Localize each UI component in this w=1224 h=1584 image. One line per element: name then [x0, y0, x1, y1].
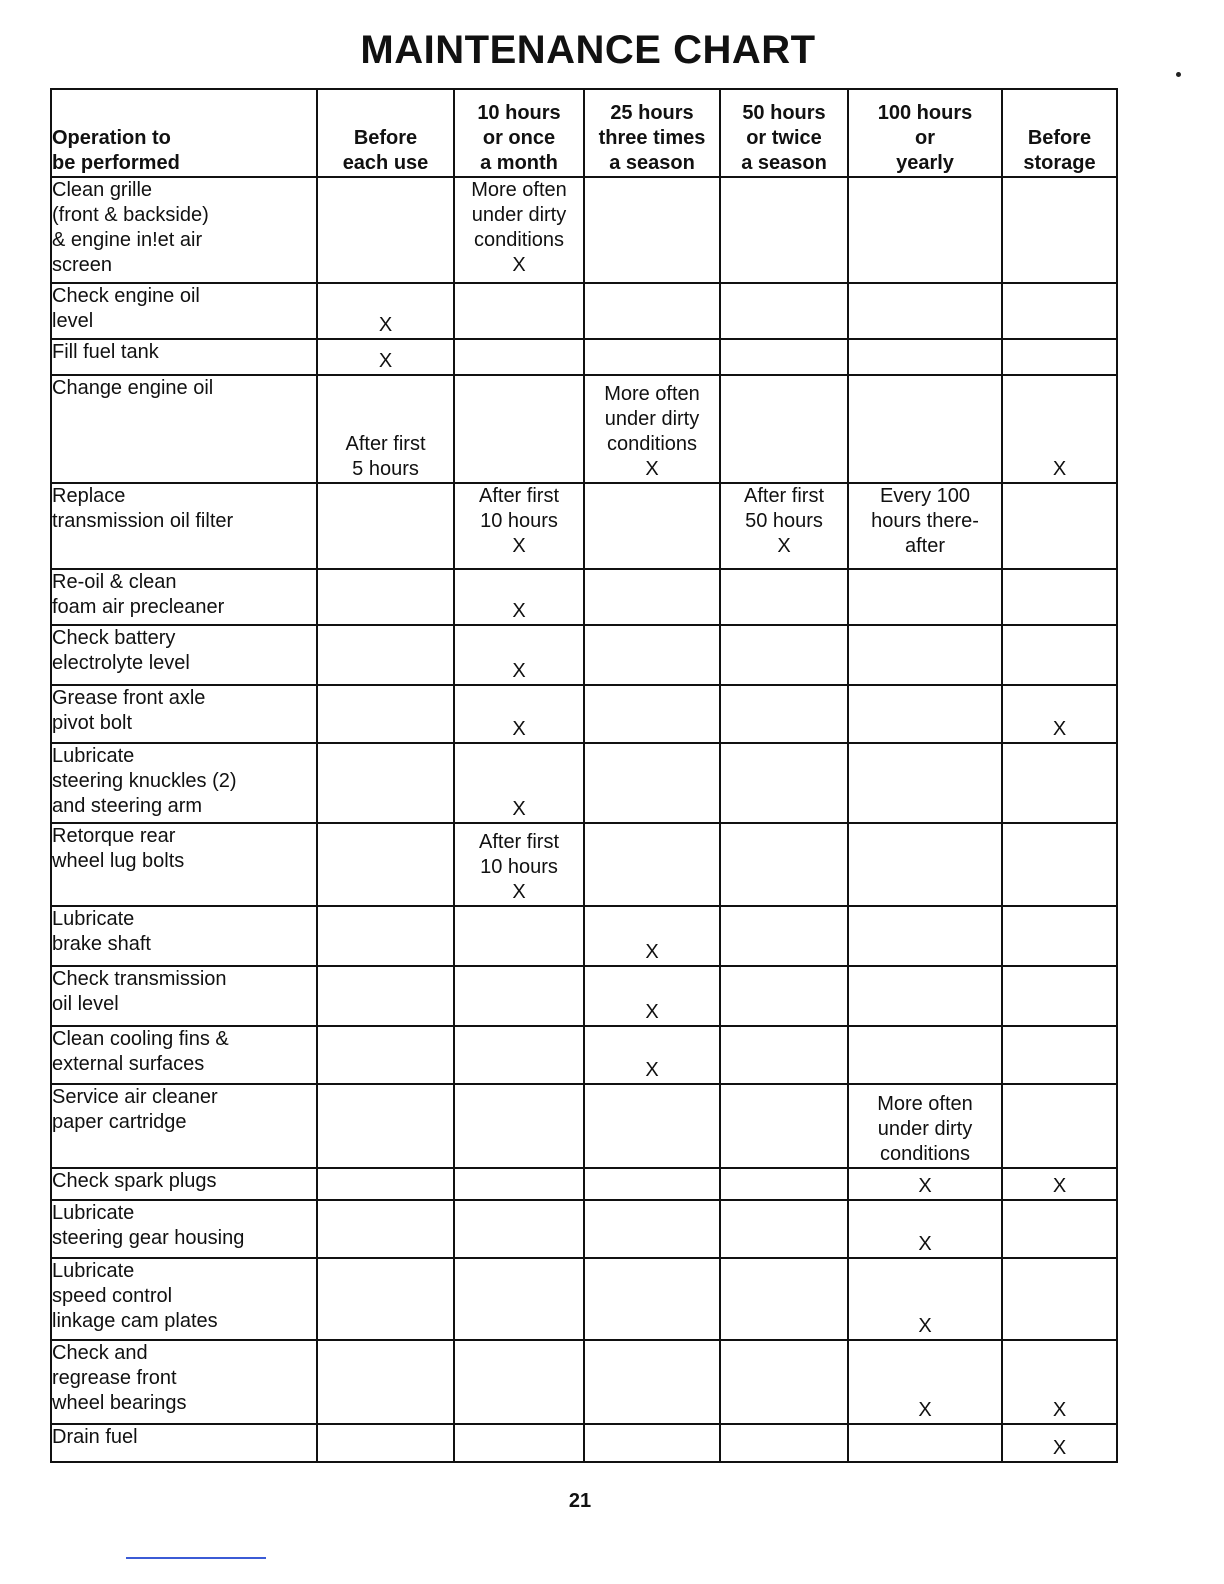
table-row [51, 906, 1117, 966]
schedule-cell: X [317, 339, 454, 375]
schedule-cell: After first 10 hours X [454, 823, 584, 906]
schedule-cell [584, 177, 720, 283]
footer-rule [126, 1557, 266, 1559]
schedule-cell [317, 743, 454, 823]
schedule-cell [848, 283, 1002, 339]
table-row [51, 375, 1117, 483]
column-header: 25 hours three times a season [584, 89, 720, 177]
schedule-cell [1002, 1258, 1117, 1340]
schedule-cell [317, 569, 454, 625]
header-row [51, 89, 1117, 177]
schedule-cell: X [1002, 1340, 1117, 1424]
schedule-cell [720, 966, 848, 1026]
table-row [51, 1084, 1117, 1168]
schedule-cell [454, 1340, 584, 1424]
schedule-cell: X [584, 906, 720, 966]
table-row [51, 743, 1117, 823]
schedule-cell [454, 375, 584, 483]
operation-cell: Check engine oil level [51, 283, 317, 339]
schedule-cell [1002, 177, 1117, 283]
operation-cell: Change engine oil [51, 375, 317, 483]
schedule-cell [584, 483, 720, 569]
schedule-cell: More often under dirty conditions X [584, 375, 720, 483]
schedule-cell [454, 966, 584, 1026]
schedule-cell: X [848, 1168, 1002, 1200]
page-title: MAINTENANCE CHART [360, 28, 816, 72]
schedule-cell [1002, 966, 1117, 1026]
schedule-cell [1002, 906, 1117, 966]
schedule-cell [584, 1340, 720, 1424]
schedule-cell [720, 1084, 848, 1168]
operation-cell: Replace transmission oil filter [51, 483, 317, 569]
maintenance-table [50, 88, 1118, 1463]
operation-cell: Drain fuel [51, 1424, 317, 1462]
table-row [51, 177, 1117, 283]
operation-cell: Re-oil & clean foam air precleaner [51, 569, 317, 625]
schedule-cell [720, 823, 848, 906]
table-row [51, 1026, 1117, 1084]
schedule-cell [454, 339, 584, 375]
schedule-cell: Every 100 hours there- after [848, 483, 1002, 569]
table-row [51, 685, 1117, 743]
table-row [51, 569, 1117, 625]
schedule-cell [848, 1026, 1002, 1084]
schedule-cell [584, 1168, 720, 1200]
schedule-cell: X [1002, 685, 1117, 743]
operation-cell: Service air cleaner paper cartridge [51, 1084, 317, 1168]
schedule-cell [317, 1200, 454, 1258]
schedule-cell [848, 1424, 1002, 1462]
table-row [51, 1200, 1117, 1258]
schedule-cell [1002, 823, 1117, 906]
schedule-cell [720, 1200, 848, 1258]
schedule-cell [848, 685, 1002, 743]
table-row [51, 823, 1117, 906]
schedule-cell: After first 10 hours X [454, 483, 584, 569]
schedule-cell [720, 1424, 848, 1462]
schedule-cell [317, 823, 454, 906]
schedule-cell [454, 906, 584, 966]
schedule-cell [454, 1258, 584, 1340]
schedule-cell [1002, 625, 1117, 685]
schedule-cell [454, 1200, 584, 1258]
table-row [51, 966, 1117, 1026]
operation-cell: Lubricate speed control linkage cam plates [51, 1258, 317, 1340]
schedule-cell [317, 906, 454, 966]
column-header: 50 hours or twice a season [720, 89, 848, 177]
operation-cell: Clean grille (front & backside) & engine in!et air screen [51, 177, 317, 283]
schedule-cell [317, 1424, 454, 1462]
operation-cell: Check transmission oil level [51, 966, 317, 1026]
operation-cell: Check and regrease front wheel bearings [51, 1340, 317, 1424]
schedule-cell: X [454, 625, 584, 685]
schedule-cell: After first 50 hours X [720, 483, 848, 569]
table-row [51, 283, 1117, 339]
operation-cell: Fill fuel tank [51, 339, 317, 375]
schedule-cell [584, 685, 720, 743]
table-row [51, 483, 1117, 569]
schedule-cell [720, 906, 848, 966]
margin-dot [1176, 72, 1181, 77]
schedule-cell [848, 375, 1002, 483]
schedule-cell [1002, 1026, 1117, 1084]
schedule-cell [848, 625, 1002, 685]
schedule-cell: X [454, 569, 584, 625]
schedule-cell [720, 283, 848, 339]
schedule-cell [720, 1026, 848, 1084]
schedule-cell [720, 177, 848, 283]
schedule-cell [848, 339, 1002, 375]
schedule-cell [1002, 569, 1117, 625]
schedule-cell [584, 1200, 720, 1258]
table-row [51, 625, 1117, 685]
schedule-cell [720, 625, 848, 685]
schedule-cell [720, 685, 848, 743]
schedule-cell [317, 625, 454, 685]
schedule-cell [454, 1084, 584, 1168]
schedule-cell [454, 1168, 584, 1200]
table-body [51, 177, 1117, 1462]
schedule-cell [317, 1258, 454, 1340]
page-number: 21 [568, 1490, 592, 1512]
table-row [51, 339, 1117, 375]
column-header: Before storage [1002, 89, 1117, 177]
operation-cell: Clean cooling fins & external surfaces [51, 1026, 317, 1084]
column-header: 100 hours or yearly [848, 89, 1002, 177]
schedule-cell: More often under dirty conditions X [454, 177, 584, 283]
schedule-cell [1002, 483, 1117, 569]
column-header: Before each use [317, 89, 454, 177]
schedule-cell [1002, 339, 1117, 375]
schedule-cell: X [454, 743, 584, 823]
schedule-cell [317, 1168, 454, 1200]
schedule-cell: X [584, 966, 720, 1026]
schedule-cell [317, 685, 454, 743]
schedule-cell [317, 1026, 454, 1084]
schedule-cell [584, 283, 720, 339]
schedule-cell: X [848, 1258, 1002, 1340]
schedule-cell [720, 1258, 848, 1340]
schedule-cell [848, 177, 1002, 283]
schedule-cell [584, 625, 720, 685]
schedule-cell: X [848, 1200, 1002, 1258]
schedule-cell [454, 1424, 584, 1462]
schedule-cell: X [1002, 375, 1117, 483]
schedule-cell [584, 823, 720, 906]
operation-cell: Lubricate steering knuckles (2) and steering arm [51, 743, 317, 823]
schedule-cell [454, 1026, 584, 1084]
schedule-cell [317, 966, 454, 1026]
schedule-cell [584, 569, 720, 625]
schedule-cell [848, 966, 1002, 1026]
schedule-cell [848, 906, 1002, 966]
schedule-cell [584, 339, 720, 375]
schedule-cell [1002, 283, 1117, 339]
schedule-cell [720, 569, 848, 625]
operation-cell: Lubricate brake shaft [51, 906, 317, 966]
schedule-cell: X [1002, 1168, 1117, 1200]
schedule-cell [720, 375, 848, 483]
schedule-cell [720, 1340, 848, 1424]
schedule-cell [848, 823, 1002, 906]
operation-cell: Check battery electrolyte level [51, 625, 317, 685]
operation-cell: Lubricate steering gear housing [51, 1200, 317, 1258]
schedule-cell [1002, 743, 1117, 823]
schedule-cell [584, 1258, 720, 1340]
column-header: 10 hours or once a month [454, 89, 584, 177]
table-row [51, 1258, 1117, 1340]
schedule-cell [1002, 1084, 1117, 1168]
schedule-cell [720, 339, 848, 375]
schedule-cell [848, 743, 1002, 823]
table-row [51, 1424, 1117, 1462]
operation-cell: Grease front axle pivot bolt [51, 685, 317, 743]
column-header: Operation to be performed [51, 89, 317, 177]
table-row [51, 1168, 1117, 1200]
schedule-cell: X [1002, 1424, 1117, 1462]
schedule-cell [1002, 1200, 1117, 1258]
table-row [51, 1340, 1117, 1424]
schedule-cell [720, 1168, 848, 1200]
operation-cell: Retorque rear wheel lug bolts [51, 823, 317, 906]
schedule-cell: X [584, 1026, 720, 1084]
schedule-cell: X [848, 1340, 1002, 1424]
schedule-cell: After first 5 hours [317, 375, 454, 483]
schedule-cell [317, 1340, 454, 1424]
schedule-cell [584, 1084, 720, 1168]
schedule-cell: More often under dirty conditions [848, 1084, 1002, 1168]
schedule-cell [584, 1424, 720, 1462]
schedule-cell: X [454, 685, 584, 743]
operation-cell: Check spark plugs [51, 1168, 317, 1200]
schedule-cell [848, 569, 1002, 625]
schedule-cell [584, 743, 720, 823]
schedule-cell [317, 177, 454, 283]
schedule-cell [720, 743, 848, 823]
schedule-cell [454, 283, 584, 339]
schedule-cell [317, 483, 454, 569]
schedule-cell: X [317, 283, 454, 339]
schedule-cell [317, 1084, 454, 1168]
